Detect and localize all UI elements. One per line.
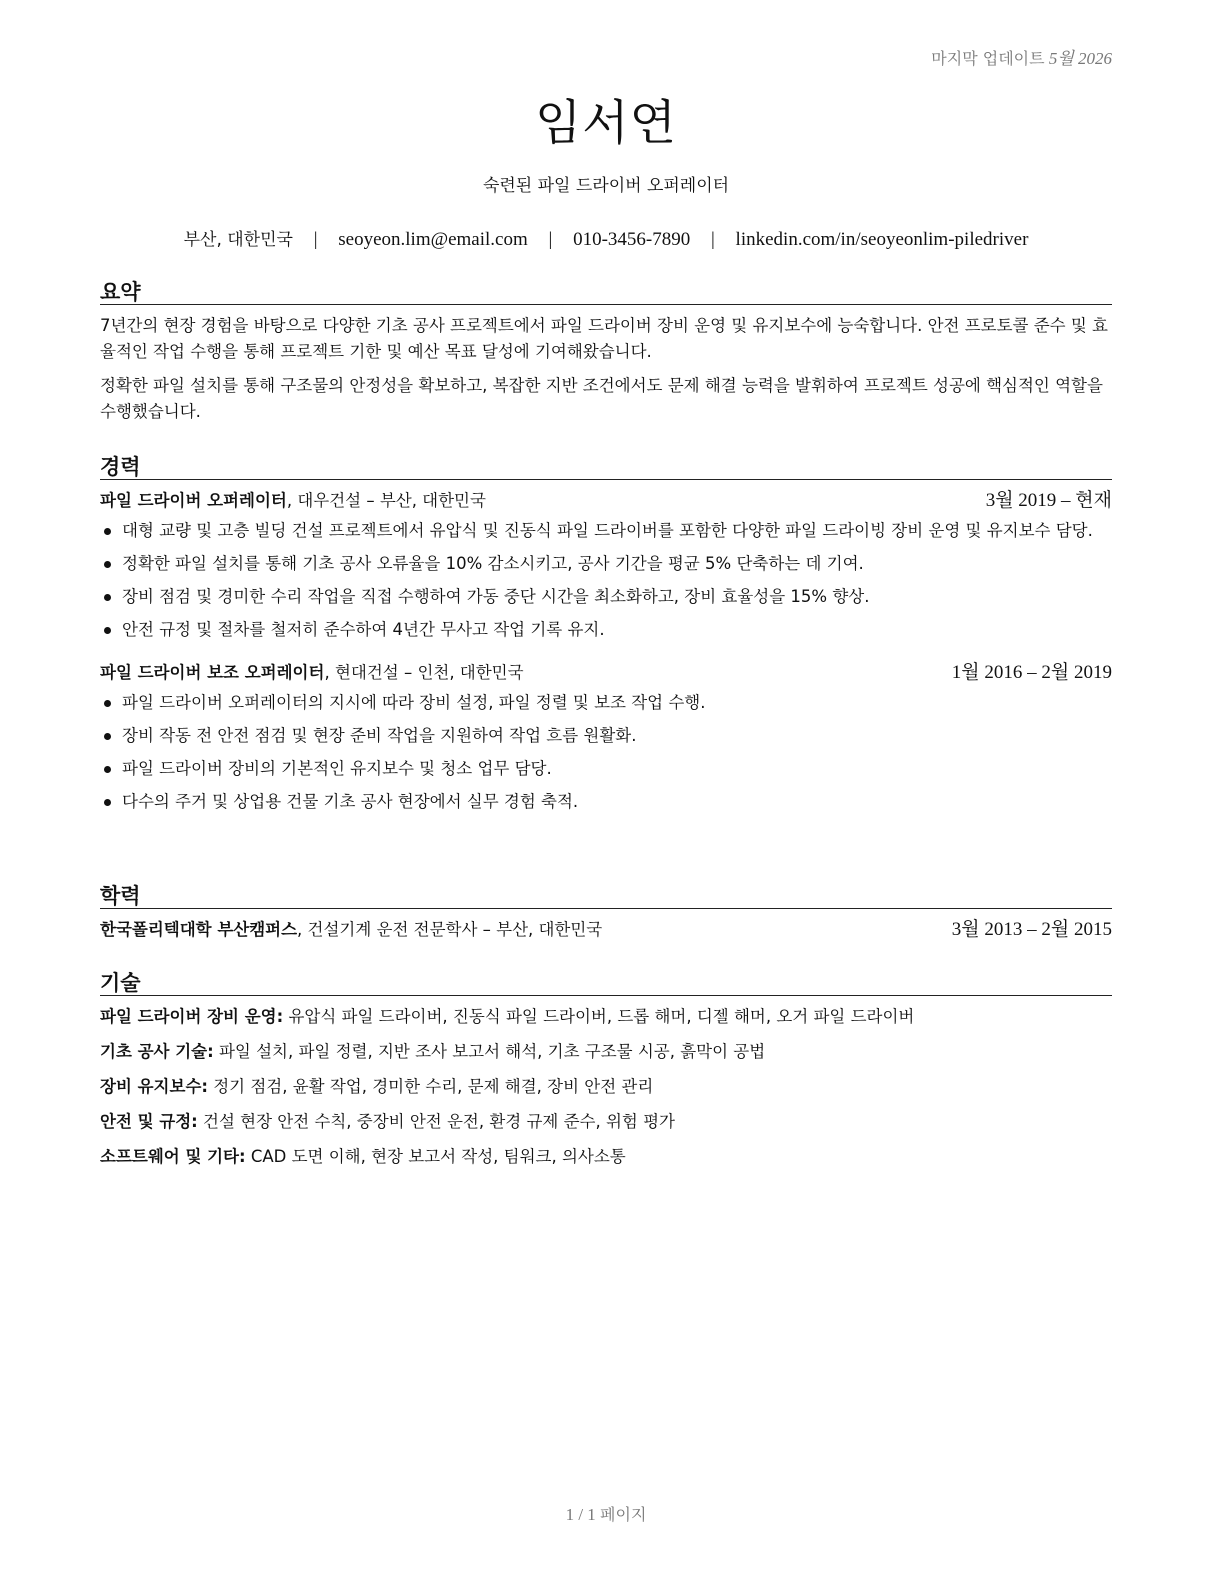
contact-linkedin[interactable]: linkedin.com/in/seoyeonlim-piledriver — [735, 229, 1029, 250]
summary-title: 요약 — [100, 276, 1112, 305]
job-role: 파일 드라이버 보조 오퍼레이터 — [100, 663, 325, 682]
job-bullet: 다수의 주거 및 상업용 건물 기초 공사 현장에서 실무 경험 축적. — [100, 789, 1112, 815]
job-entry — [100, 488, 1112, 643]
job-org: , 현대건설 – 인천, 대한민국 — [324, 663, 524, 682]
job-bullet: 대형 교량 및 고층 빌딩 건설 프로젝트에서 유압식 및 진동식 파일 드라이버를 포함한 다양한 파일 드라이빙 장비 운영 및 유지보수 담당. — [100, 518, 1112, 544]
job-header — [100, 660, 1112, 686]
education-entry — [100, 917, 1112, 943]
skill-label: 기초 공사 기술: — [100, 1042, 214, 1061]
skill-label: 소프트웨어 및 기타: — [100, 1147, 246, 1166]
skill-label: 파일 드라이버 장비 운영: — [100, 1007, 284, 1026]
resume-page — [100, 0, 1112, 1584]
job-org: , 대우건설 – 부산, 대한민국 — [286, 491, 486, 510]
job-role: 파일 드라이버 오퍼레이터 — [100, 491, 287, 510]
contact-location: 부산, 대한민국 — [183, 230, 293, 250]
skill-value: 정기 점검, 윤활 작업, 경미한 수리, 문제 해결, 장비 안전 관리 — [207, 1077, 654, 1096]
page-footer — [100, 1502, 1112, 1525]
education-section — [100, 880, 1112, 943]
skills-title: 기술 — [100, 967, 1112, 996]
experience-title: 경력 — [100, 451, 1112, 480]
contact-separator: | — [710, 229, 715, 250]
last-updated — [931, 44, 1112, 69]
page-number: 1 / 1 — [565, 1505, 596, 1524]
headline: 숙련된 파일 드라이버 오퍼레이터 — [482, 176, 730, 196]
skill-value: 건설 현장 안전 수칙, 중장비 안전 운전, 환경 규제 준수, 위험 평가 — [197, 1112, 675, 1131]
education-title: 학력 — [100, 880, 1112, 909]
last-updated-date: 5월 2026 — [1048, 49, 1112, 68]
job-bullets — [100, 518, 1112, 643]
contact-separator: | — [548, 229, 553, 250]
job-entry — [100, 660, 1112, 815]
job-bullet: 장비 점검 및 경미한 수리 작업을 직접 수행하여 가동 중단 시간을 최소화하고, 장비 효율성을 15% 향상. — [100, 584, 1112, 610]
skill-row — [100, 1109, 1112, 1135]
experience-section — [100, 451, 1112, 822]
education-school: 한국폴리텍대학 부산캠퍼스 — [100, 920, 298, 939]
job-bullet: 정확한 파일 설치를 통해 기초 공사 오류율을 10% 감소시키고, 공사 기간을 평균 5% 단축하는 데 기여. — [100, 551, 1112, 577]
job-bullets — [100, 690, 1112, 815]
contact-separator: | — [313, 229, 318, 250]
education-dates: 3월 2013 – 2월 2015 — [951, 919, 1112, 940]
skill-value: CAD 도면 이해, 현장 보고서 작성, 팀워크, 의사소통 — [245, 1147, 626, 1166]
job-bullet: 장비 작동 전 안전 점검 및 현장 준비 작업을 지원하여 작업 흐름 원활화. — [100, 723, 1112, 749]
contact-phone: 010-3456-7890 — [573, 229, 691, 250]
skill-value: 유압식 파일 드라이버, 진동식 파일 드라이버, 드롭 해머, 디젤 해머, 오거 파일 드라이버 — [283, 1007, 915, 1026]
skill-row — [100, 1004, 1112, 1030]
job-bullet: 안전 규정 및 절차를 철저히 준수하여 4년간 무사고 작업 기록 유지. — [100, 617, 1112, 643]
job-bullet: 파일 드라이버 오퍼레이터의 지시에 따라 장비 설정, 파일 정렬 및 보조 작업 수행. — [100, 690, 1112, 716]
skill-label: 안전 및 규정: — [100, 1112, 198, 1131]
skills-section — [100, 967, 1112, 1179]
page-label: 페이지 — [600, 1505, 647, 1524]
last-updated-label: 마지막 업데이트 — [931, 49, 1045, 68]
education-detail: , 건설기계 운전 전문학사 – 부산, 대한민국 — [297, 920, 603, 939]
job-header — [100, 488, 1112, 514]
contact-email[interactable]: seoyeon.lim@email.com — [338, 229, 528, 250]
summary-paragraph: 정확한 파일 설치를 통해 구조물의 안정성을 확보하고, 복잡한 지반 조건에서도 문제 해결 능력을 발휘하여 프로젝트 성공에 핵심적인 역할을 수행했습니다. — [100, 376, 1103, 421]
candidate-name: 임서연 — [534, 95, 678, 151]
skill-row — [100, 1074, 1112, 1100]
summary-paragraph: 7년간의 현장 경험을 바탕으로 다양한 기초 공사 프로젝트에서 파일 드라이버 장비 운영 및 유지보수에 능숙합니다. 안전 프로토콜 준수 및 효율적인 작업 수행을 통해 프로젝트 기한 및 예산 목표 달성에 기여해왔습니다. — [100, 316, 1108, 361]
skill-row — [100, 1039, 1112, 1065]
job-bullet: 파일 드라이버 장비의 기본적인 유지보수 및 청소 업무 담당. — [100, 756, 1112, 782]
job-dates: 3월 2019 – 현재 — [985, 490, 1112, 511]
skill-label: 장비 유지보수: — [100, 1077, 208, 1096]
job-dates: 1월 2016 – 2월 2019 — [951, 662, 1112, 683]
skill-row — [100, 1144, 1112, 1170]
summary-section — [100, 276, 1112, 433]
contact-line — [100, 225, 1112, 251]
skill-value: 파일 설치, 파일 정렬, 지반 조사 보고서 해석, 기초 구조물 시공, 흙막이 공법 — [213, 1042, 766, 1061]
